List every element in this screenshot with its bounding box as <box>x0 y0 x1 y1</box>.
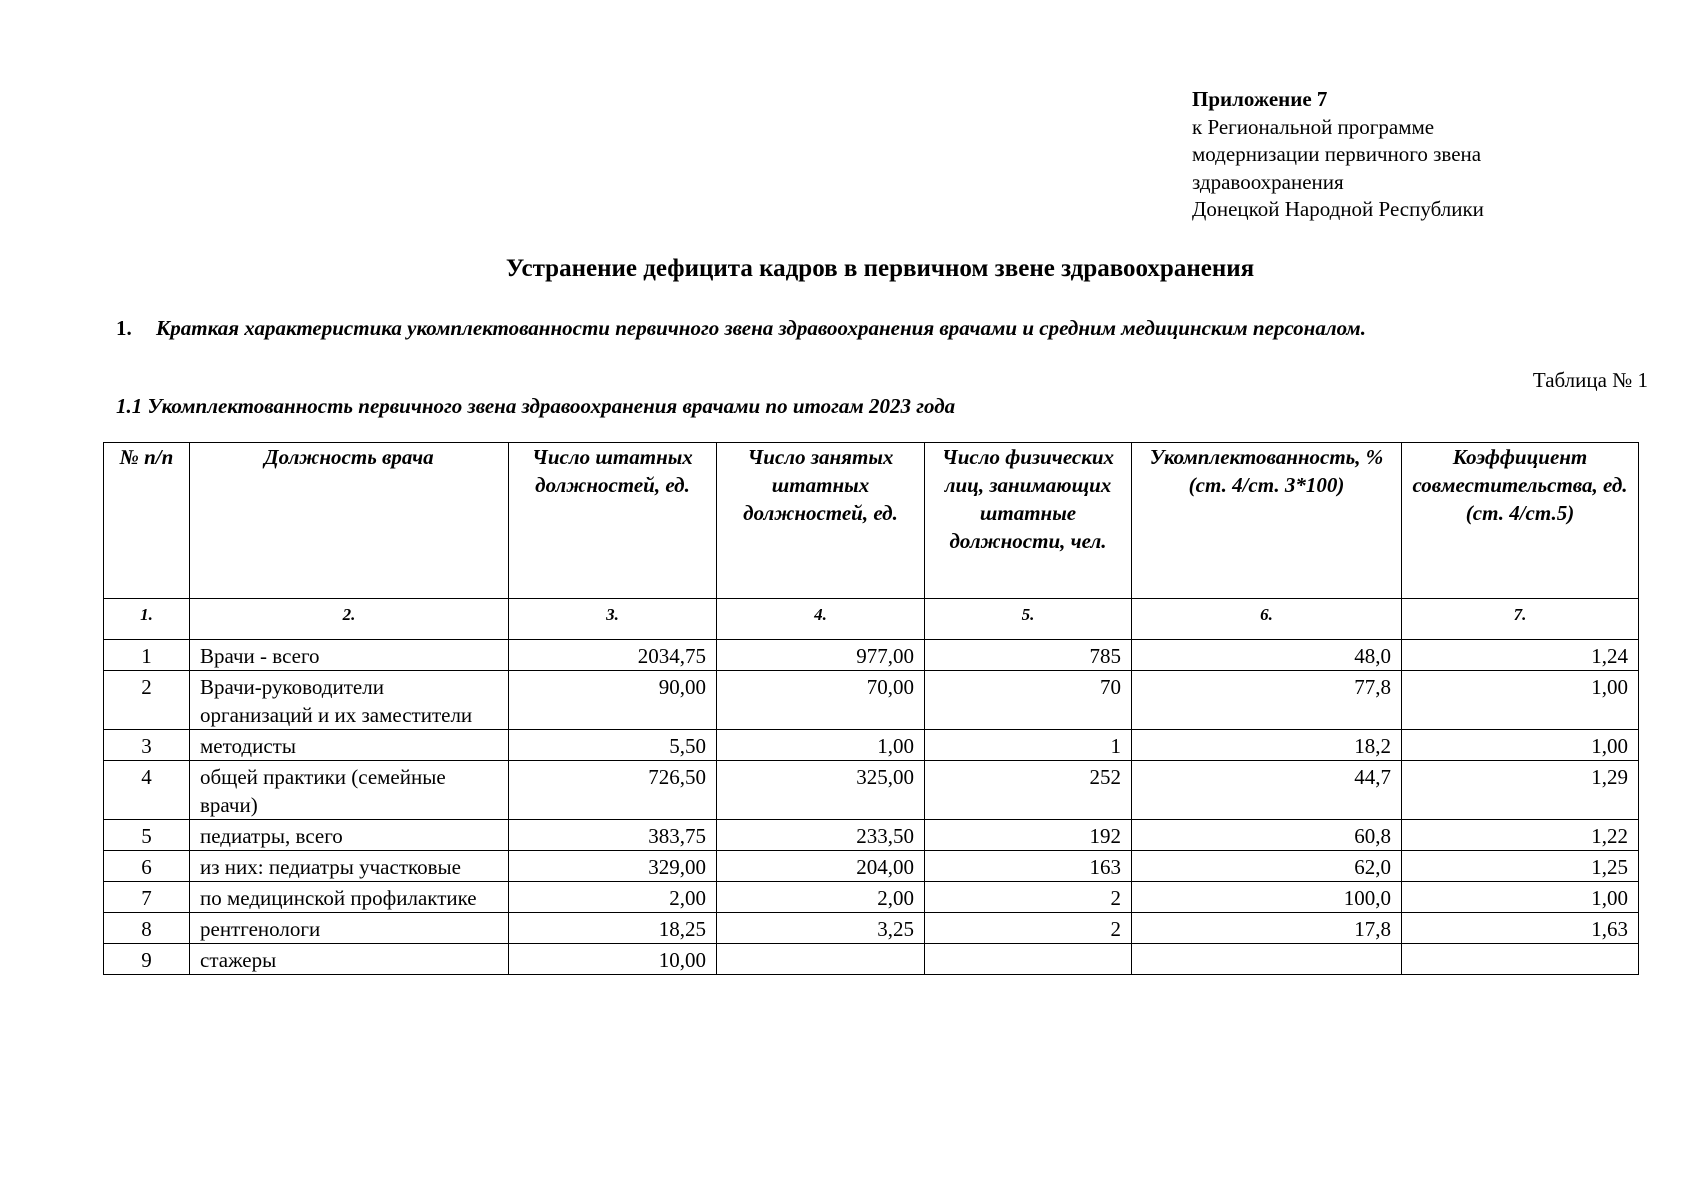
position-name-cell: Врачи-руководители организаций и их заместители <box>190 671 509 730</box>
table-header-row <box>104 443 1639 599</box>
table-row <box>104 671 1639 730</box>
occupied-positions-cell: 1,00 <box>717 730 925 761</box>
table-row <box>104 944 1639 975</box>
position-name-cell: Врачи - всего <box>190 640 509 671</box>
staff-positions-cell: 2034,75 <box>509 640 717 671</box>
individuals-cell: 785 <box>925 640 1132 671</box>
combination-ratio-cell <box>1402 944 1639 975</box>
position-name-cell: общей практики (семейные врачи) <box>190 761 509 820</box>
occupied-positions-cell: 233,50 <box>717 820 925 851</box>
staffing-rate-cell: 62,0 <box>1132 851 1402 882</box>
occupied-positions-cell: 977,00 <box>717 640 925 671</box>
staff-positions-cell: 2,00 <box>509 882 717 913</box>
table-row <box>104 640 1639 671</box>
position-name-cell: стажеры <box>190 944 509 975</box>
staff-positions-cell: 10,00 <box>509 944 717 975</box>
individuals-cell <box>925 944 1132 975</box>
appendix-line: к Региональной программе <box>1192 114 1435 139</box>
individuals-cell: 192 <box>925 820 1132 851</box>
header-cell: Укомплектованность, % (ст. 4/ст. 3*100) <box>1132 443 1402 599</box>
staff-positions-cell: 18,25 <box>509 913 717 944</box>
staffing-table <box>103 442 1639 975</box>
section-heading <box>116 316 1366 341</box>
row-number-cell: 6 <box>104 851 190 882</box>
appendix-line: здравоохранения <box>1192 169 1344 194</box>
row-number-cell: 5 <box>104 820 190 851</box>
row-number-cell: 3 <box>104 730 190 761</box>
row-number-cell: 9 <box>104 944 190 975</box>
staffing-rate-cell: 17,8 <box>1132 913 1402 944</box>
staff-positions-cell: 5,50 <box>509 730 717 761</box>
column-number: 1. <box>104 599 190 640</box>
header-cell: Число занятых штатных должностей, ед. <box>717 443 925 599</box>
row-number-cell: 1 <box>104 640 190 671</box>
row-number-cell: 8 <box>104 913 190 944</box>
occupied-positions-cell: 3,25 <box>717 913 925 944</box>
occupied-positions-cell: 204,00 <box>717 851 925 882</box>
table-row <box>104 820 1639 851</box>
position-name-cell: рентгенологи <box>190 913 509 944</box>
combination-ratio-cell: 1,00 <box>1402 671 1639 730</box>
column-number: 6. <box>1132 599 1402 640</box>
section-text: Краткая характеристика укомплектованности первичного звена здравоохранения врачами и средним медицинским персоналом. <box>156 316 1366 340</box>
individuals-cell: 70 <box>925 671 1132 730</box>
header-cell: Коэффициент совместительства, ед. (ст. 4/ст.5) <box>1402 443 1639 599</box>
table-row <box>104 851 1639 882</box>
column-number: 2. <box>190 599 509 640</box>
staffing-rate-cell: 48,0 <box>1132 640 1402 671</box>
combination-ratio-cell: 1,63 <box>1402 913 1639 944</box>
individuals-cell: 2 <box>925 913 1132 944</box>
table-row <box>104 730 1639 761</box>
column-number: 7. <box>1402 599 1639 640</box>
position-name-cell: педиатры, всего <box>190 820 509 851</box>
header-cell: № п/п <box>104 443 190 599</box>
table-row <box>104 882 1639 913</box>
header-cell: Число физических лиц, занимающих штатные должности, чел. <box>925 443 1132 599</box>
combination-ratio-cell: 1,00 <box>1402 882 1639 913</box>
combination-ratio-cell: 1,25 <box>1402 851 1639 882</box>
header-cell: Число штатных должностей, ед. <box>509 443 717 599</box>
row-number-cell: 2 <box>104 671 190 730</box>
table-label: Таблица № 1 <box>1532 368 1648 392</box>
combination-ratio-cell: 1,00 <box>1402 730 1639 761</box>
staffing-rate-cell: 100,0 <box>1132 882 1402 913</box>
staffing-rate-cell: 44,7 <box>1132 761 1402 820</box>
column-number-row <box>104 599 1639 640</box>
individuals-cell: 252 <box>925 761 1132 820</box>
staff-positions-cell: 90,00 <box>509 671 717 730</box>
combination-ratio-cell: 1,22 <box>1402 820 1639 851</box>
occupied-positions-cell: 2,00 <box>717 882 925 913</box>
header-cell: Должность врача <box>190 443 509 599</box>
document-title: Устранение дефицита кадров в первичном звене здравоохранения <box>505 255 1255 282</box>
appendix-line: модернизации первичного звена <box>1192 142 1482 166</box>
column-number: 5. <box>925 599 1132 640</box>
table-row <box>104 913 1639 944</box>
appendix-block <box>1192 86 1632 224</box>
individuals-cell: 1 <box>925 730 1132 761</box>
combination-ratio-cell: 1,24 <box>1402 640 1639 671</box>
section-number: 1. <box>116 316 132 340</box>
occupied-positions-cell: 70,00 <box>717 671 925 730</box>
staffing-rate-cell: 77,8 <box>1132 671 1402 730</box>
column-number: 3. <box>509 599 717 640</box>
staff-positions-cell: 726,50 <box>509 761 717 820</box>
table-row <box>104 761 1639 820</box>
staff-positions-cell: 329,00 <box>509 851 717 882</box>
table-subheading: 1.1 Укомплектованность первичного звена здравоохранения врачами по итогам 2023 года <box>116 394 956 418</box>
occupied-positions-cell: 325,00 <box>717 761 925 820</box>
occupied-positions-cell <box>717 944 925 975</box>
position-name-cell: по медицинской профилактике <box>190 882 509 913</box>
position-name-cell: методисты <box>190 730 509 761</box>
staffing-rate-cell <box>1132 944 1402 975</box>
combination-ratio-cell: 1,29 <box>1402 761 1639 820</box>
appendix-title: Приложение 7 <box>1192 87 1328 111</box>
staff-positions-cell: 383,75 <box>509 820 717 851</box>
row-number-cell: 4 <box>104 761 190 820</box>
appendix-line: Донецкой Народной Республики <box>1192 197 1484 221</box>
staffing-rate-cell: 60,8 <box>1132 820 1402 851</box>
column-number: 4. <box>717 599 925 640</box>
staffing-rate-cell: 18,2 <box>1132 730 1402 761</box>
individuals-cell: 2 <box>925 882 1132 913</box>
individuals-cell: 163 <box>925 851 1132 882</box>
row-number-cell: 7 <box>104 882 190 913</box>
position-name-cell: из них: педиатры участковые <box>190 851 509 882</box>
